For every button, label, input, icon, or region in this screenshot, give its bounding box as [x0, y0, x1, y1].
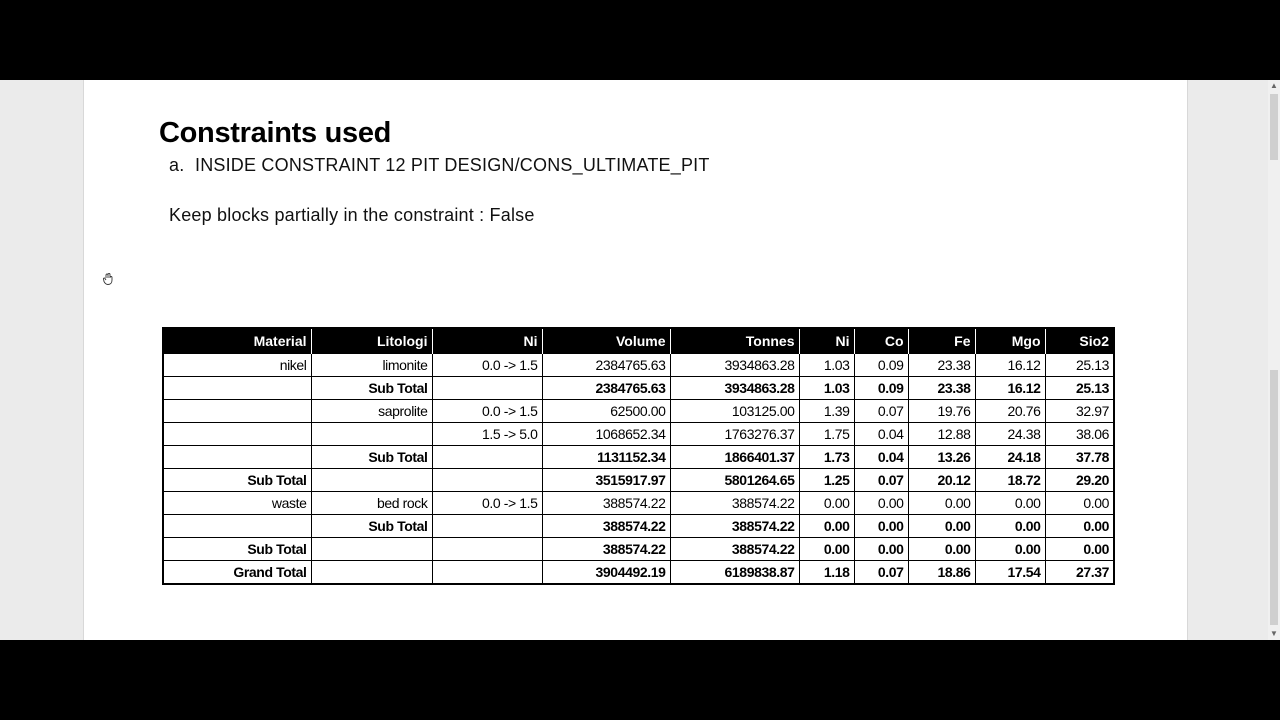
table-cell: 0.00	[975, 515, 1045, 538]
table-row	[163, 400, 1114, 423]
table-cell: 388574.22	[542, 515, 670, 538]
table-cell: 388574.22	[670, 492, 799, 515]
table-cell: 32.97	[1045, 400, 1114, 423]
table-cell: 6189838.87	[670, 561, 799, 585]
column-header: Litologi	[311, 328, 432, 354]
table-cell: bed rock	[311, 492, 432, 515]
table-cell	[432, 561, 542, 585]
table-row	[163, 469, 1114, 492]
table-cell: 0.00	[975, 538, 1045, 561]
table-cell: 0.00	[1045, 515, 1114, 538]
table-row	[163, 492, 1114, 515]
table-cell: waste	[163, 492, 311, 515]
column-header: Volume	[542, 328, 670, 354]
scrollbar-track-segment[interactable]	[1270, 370, 1278, 625]
table-header-row	[163, 328, 1114, 354]
table-cell	[163, 377, 311, 400]
table-cell: 18.86	[908, 561, 975, 585]
constraint-text: INSIDE CONSTRAINT 12 PIT DESIGN/CONS_ULTIMATE_PIT	[195, 155, 710, 175]
table-cell: 0.0 -> 1.5	[432, 492, 542, 515]
list-marker: a.	[169, 155, 185, 175]
column-header: Ni	[432, 328, 542, 354]
column-header: Sio2	[1045, 328, 1114, 354]
table-cell: 1866401.37	[670, 446, 799, 469]
table-cell: 388574.22	[670, 515, 799, 538]
table-cell	[311, 469, 432, 492]
table-cell: 1.73	[799, 446, 854, 469]
table-cell: 0.00	[1045, 538, 1114, 561]
table-cell	[432, 469, 542, 492]
table-cell	[311, 423, 432, 446]
table-cell: 16.12	[975, 377, 1045, 400]
table-cell: 0.0 -> 1.5	[432, 354, 542, 377]
table-cell: 0.09	[854, 377, 908, 400]
table-cell: saprolite	[311, 400, 432, 423]
table-cell: 0.00	[854, 538, 908, 561]
table-cell: Sub Total	[311, 446, 432, 469]
table-cell: 24.38	[975, 423, 1045, 446]
table-cell: 0.00	[799, 515, 854, 538]
table-cell: 5801264.65	[670, 469, 799, 492]
table-cell: 23.38	[908, 377, 975, 400]
table-cell: 20.12	[908, 469, 975, 492]
table-cell	[432, 446, 542, 469]
table-cell: 2384765.63	[542, 377, 670, 400]
table-cell: 0.04	[854, 423, 908, 446]
table-cell: 0.00	[854, 492, 908, 515]
table-row	[163, 423, 1114, 446]
table-cell: 24.18	[975, 446, 1045, 469]
document-viewer[interactable]	[0, 80, 1280, 640]
table-cell: 25.13	[1045, 354, 1114, 377]
table-cell	[163, 515, 311, 538]
table-cell: 17.54	[975, 561, 1045, 585]
table-cell	[432, 515, 542, 538]
table-cell: 37.78	[1045, 446, 1114, 469]
column-header: Fe	[908, 328, 975, 354]
table-cell: 0.07	[854, 561, 908, 585]
table-row	[163, 538, 1114, 561]
table-cell: 27.37	[1045, 561, 1114, 585]
table-cell	[311, 561, 432, 585]
table-cell: 0.07	[854, 469, 908, 492]
table-cell: 388574.22	[542, 492, 670, 515]
column-header: Material	[163, 328, 311, 354]
table-cell: 23.38	[908, 354, 975, 377]
table-cell	[163, 423, 311, 446]
table-cell: 18.72	[975, 469, 1045, 492]
column-header: Mgo	[975, 328, 1045, 354]
table-cell: 0.00	[908, 515, 975, 538]
table-cell: 1.25	[799, 469, 854, 492]
report-table	[162, 327, 1115, 585]
table-cell: 388574.22	[670, 538, 799, 561]
table-cell	[432, 377, 542, 400]
vertical-scrollbar[interactable]	[1268, 80, 1280, 640]
table-cell: 62500.00	[542, 400, 670, 423]
table-cell: 1.75	[799, 423, 854, 446]
keep-blocks-line: Keep blocks partially in the constraint : False	[169, 205, 535, 225]
table-cell: 388574.22	[542, 538, 670, 561]
table-cell: 1.03	[799, 377, 854, 400]
table-cell: 2384765.63	[542, 354, 670, 377]
table-cell: 1068652.34	[542, 423, 670, 446]
table-cell: 3515917.97	[542, 469, 670, 492]
table-cell	[311, 538, 432, 561]
table-cell: 1.5 -> 5.0	[432, 423, 542, 446]
table-cell: 0.07	[854, 400, 908, 423]
hand-cursor-icon	[103, 273, 114, 288]
table-cell: 3934863.28	[670, 377, 799, 400]
document-page	[83, 80, 1188, 640]
page-heading: Constraints used	[159, 117, 392, 149]
table-cell: 0.09	[854, 354, 908, 377]
table-cell: 19.76	[908, 400, 975, 423]
table-cell: Sub Total	[311, 515, 432, 538]
table-cell: 0.00	[799, 492, 854, 515]
table-cell: Sub Total	[163, 469, 311, 492]
table-cell: 0.00	[854, 515, 908, 538]
table-row	[163, 377, 1114, 400]
table-cell: nikel	[163, 354, 311, 377]
table-body	[163, 354, 1114, 585]
table-cell: 3934863.28	[670, 354, 799, 377]
table-cell: 1763276.37	[670, 423, 799, 446]
table-cell: 1.39	[799, 400, 854, 423]
table-cell: 38.06	[1045, 423, 1114, 446]
table-cell: Grand Total	[163, 561, 311, 585]
table-cell: 0.0 -> 1.5	[432, 400, 542, 423]
table-cell: 0.00	[1045, 492, 1114, 515]
table-cell: 1.18	[799, 561, 854, 585]
table-cell	[163, 400, 311, 423]
table-cell: 3904492.19	[542, 561, 670, 585]
table-cell	[163, 446, 311, 469]
column-header: Ni	[799, 328, 854, 354]
table-row	[163, 561, 1114, 585]
table-row	[163, 446, 1114, 469]
table-row	[163, 354, 1114, 377]
table-cell: 25.13	[1045, 377, 1114, 400]
table-cell: 0.00	[975, 492, 1045, 515]
column-header: Tonnes	[670, 328, 799, 354]
table-cell: 20.76	[975, 400, 1045, 423]
table-cell: Sub Total	[311, 377, 432, 400]
constraint-list-item	[169, 155, 710, 176]
table-cell: 1131152.34	[542, 446, 670, 469]
scroll-up-arrow-icon[interactable]: ▲	[1270, 81, 1278, 90]
table-cell: limonite	[311, 354, 432, 377]
table-cell: 12.88	[908, 423, 975, 446]
table-cell: 0.00	[799, 538, 854, 561]
table-cell: 0.00	[908, 492, 975, 515]
table-cell: 1.03	[799, 354, 854, 377]
scroll-down-arrow-icon[interactable]: ▼	[1270, 629, 1278, 638]
table-cell: 0.04	[854, 446, 908, 469]
table-cell	[432, 538, 542, 561]
table-cell: 103125.00	[670, 400, 799, 423]
column-header: Co	[854, 328, 908, 354]
table-cell: 29.20	[1045, 469, 1114, 492]
table-cell: 16.12	[975, 354, 1045, 377]
table-cell: 13.26	[908, 446, 975, 469]
scrollbar-thumb[interactable]	[1270, 94, 1278, 160]
table-cell: 0.00	[908, 538, 975, 561]
table-cell: Sub Total	[163, 538, 311, 561]
table-row	[163, 515, 1114, 538]
